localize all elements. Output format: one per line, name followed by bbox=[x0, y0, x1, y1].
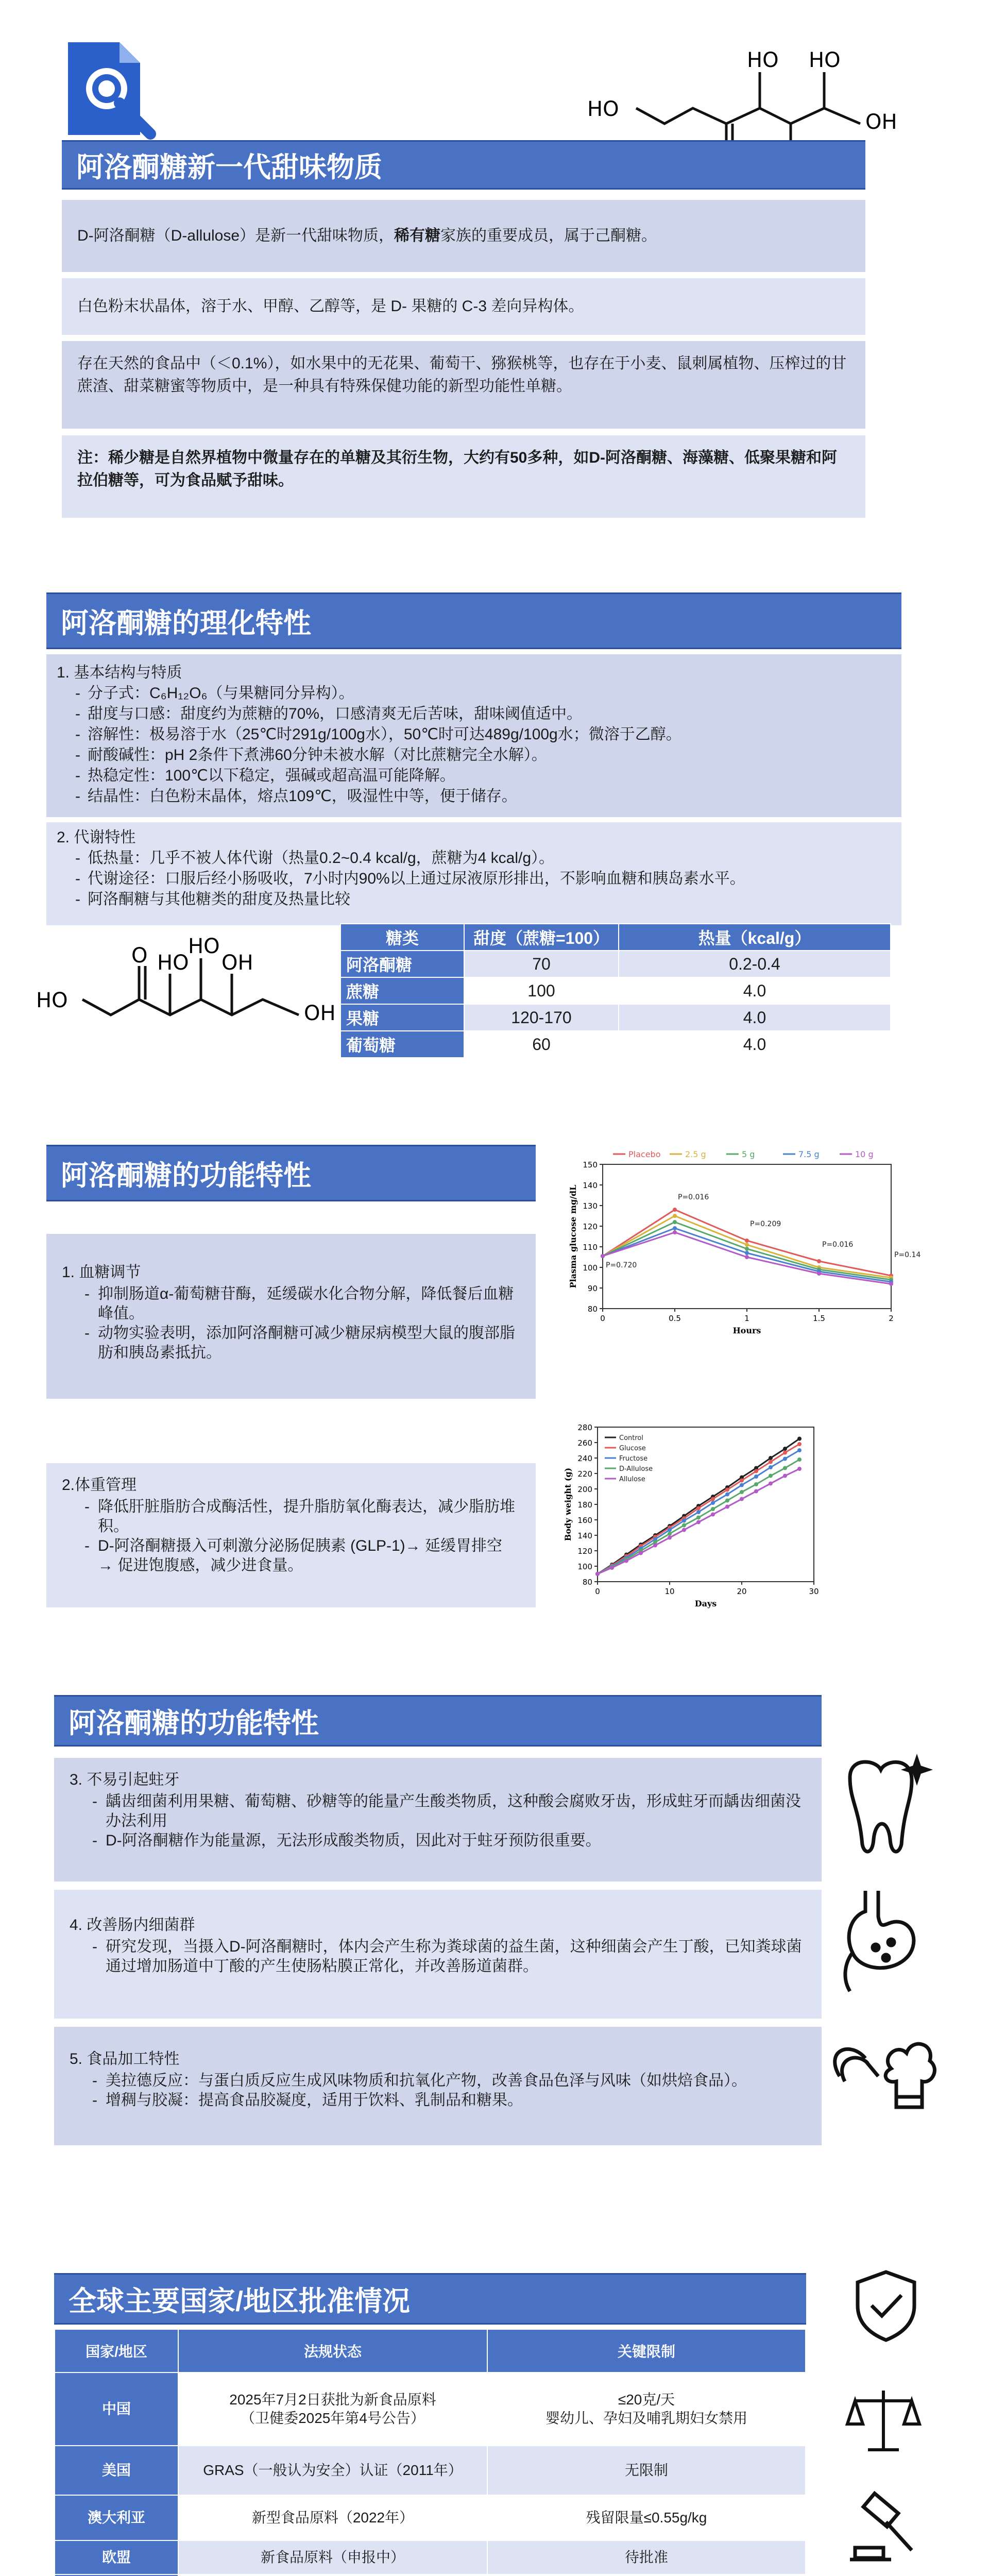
func1-glucose-box: 1. 血糖调节 - 抑制肠道α-葡萄糖苷酶，延缓碳水化合物分解，降低餐后血糖峰值。 - 动物实验表明，添加阿洛酮糖可减少糖尿病模型大鼠的腹部脂肪和胰岛素抵抗。 bbox=[46, 1234, 536, 1399]
data-point bbox=[595, 1572, 600, 1576]
data-point bbox=[817, 1272, 821, 1276]
data-point bbox=[769, 1474, 773, 1478]
data-point bbox=[610, 1566, 614, 1570]
legend-label: Allulose bbox=[619, 1476, 645, 1483]
props-title: 阿洛酮糖的理化特性 bbox=[46, 592, 901, 649]
func2-food-box: 5. 食品加工特性 - 美拉德反应：与蛋白质反应生成风味物质和抗氧化产物，改善食品色泽与风味（如烘焙食品）。 - 增稠与胶凝：提高食品胶凝度，适用于饮料、乳制品和糖果。 bbox=[54, 2027, 822, 2145]
data-point bbox=[797, 1458, 802, 1462]
legend-label: Placebo bbox=[628, 1149, 661, 1159]
table-row: 中国 2025年7月2日获批为新食品原料 （卫健委2025年第4号公告） ≤20克/天 婴幼儿、孕妇及哺乳期妇女禁用 bbox=[55, 2372, 806, 2446]
y-tick-label: 100 bbox=[577, 1562, 592, 1571]
data-point bbox=[668, 1532, 672, 1536]
x-axis-label: Days bbox=[694, 1599, 717, 1608]
legend-label: 2.5 g bbox=[685, 1149, 706, 1159]
props-section-2: 2. 代谢特性 - 低热量：几乎不被人体代谢（热量0.2~0.4 kcal/g，蔗糖为4 kcal/g）。 - 代谢途径：口服后经小肠吸收，7小时内90%以上通过尿液原形排出，不影响血糖和胰岛素水平。 - 阿洛酮糖与其他糖类的甜度及热量比较 bbox=[46, 822, 901, 925]
y-axis-label: Body weight (g) bbox=[563, 1467, 573, 1541]
data-point bbox=[797, 1437, 802, 1441]
data-point bbox=[745, 1239, 749, 1243]
p-value-annotation: P=0.720 bbox=[606, 1261, 637, 1269]
data-point bbox=[797, 1442, 802, 1446]
data-point bbox=[639, 1551, 643, 1555]
data-point bbox=[754, 1482, 758, 1486]
intro-p2: 白色粉末状晶体，溶于水、甲醇、乙醇等，是 D- 果糖的 C-3 差向异构体。 bbox=[62, 278, 865, 335]
y-tick-label: 140 bbox=[583, 1181, 598, 1190]
table-row: 葡萄糖 60 4.0 bbox=[340, 1031, 891, 1058]
data-point bbox=[673, 1208, 677, 1212]
allulose-molecule-diagram-2 bbox=[31, 917, 340, 1041]
y-tick-label: 80 bbox=[587, 1304, 598, 1314]
intro-note: 注：稀少糖是自然界植物中微量存在的单糖及其衍生物，大约有50多种，如D-阿洛酮糖、海藻糖、低聚果糖和阿拉伯糖等，可为食品赋予甜味。 bbox=[62, 435, 865, 518]
x-tick-label: 2 bbox=[889, 1314, 894, 1323]
func1-title: 阿洛酮糖的功能特性 bbox=[46, 1145, 536, 1201]
x-tick-label: 1.5 bbox=[813, 1314, 825, 1323]
table-header: 甜度（蔗糖=100） bbox=[464, 924, 619, 951]
p-value-annotation: P=0.209 bbox=[750, 1220, 781, 1228]
table-row: 蔗糖 100 4.0 bbox=[340, 977, 891, 1004]
legend-label: 10 g bbox=[855, 1149, 874, 1159]
tooth-icon bbox=[834, 1752, 932, 1855]
y-tick-label: 180 bbox=[577, 1500, 592, 1510]
data-point bbox=[601, 1254, 605, 1258]
mol2-oh-1: OH bbox=[221, 951, 253, 975]
mol-oh-2: OH bbox=[865, 110, 897, 134]
mol2-ho-3: HO bbox=[188, 935, 220, 958]
data-point bbox=[783, 1466, 787, 1470]
p-value-annotation: P=0.016 bbox=[822, 1241, 854, 1249]
data-point bbox=[889, 1282, 893, 1286]
approval-title: 全球主要国家/地区批准情况 bbox=[54, 2273, 806, 2325]
mol2-ho-1: HO bbox=[36, 989, 68, 1012]
data-point bbox=[668, 1536, 672, 1540]
stomach-icon bbox=[829, 1886, 932, 1999]
table-header: 国家/地区 bbox=[55, 2329, 178, 2372]
table-header: 热量（kcal/g） bbox=[619, 924, 891, 951]
table-header: 糖类 bbox=[340, 924, 464, 951]
data-point bbox=[711, 1507, 715, 1511]
intro-p1: D-阿洛酮糖（D-allulose）是新一代甜味物质，稀有糖家族的重要成员，属于己酮糖。 bbox=[62, 200, 865, 272]
y-tick-label: 220 bbox=[577, 1469, 592, 1479]
table-header: 法规状态 bbox=[178, 2329, 487, 2372]
approval-table bbox=[54, 2329, 806, 2576]
data-point bbox=[673, 1230, 677, 1234]
y-tick-label: 110 bbox=[583, 1243, 598, 1252]
data-point bbox=[754, 1469, 758, 1473]
table-row: 果糖 120-170 4.0 bbox=[340, 1004, 891, 1031]
mol2-oh-2: OH bbox=[304, 1002, 336, 1025]
data-point bbox=[711, 1513, 715, 1517]
data-point bbox=[725, 1493, 729, 1497]
table-header: 关键限制 bbox=[487, 2329, 806, 2372]
data-point bbox=[682, 1528, 686, 1532]
func2-teeth-box: 3. 不易引起蛀牙 - 龋齿细菌利用果糖、葡萄糖、砂糖等的能量产生酸类物质，这种酸会腐败牙齿，形成蛀牙而龋齿细菌没办法利用 - D-阿洛酮糖作为能量源，无法形成酸类物质，因此对于蛀牙预防很重要。 bbox=[54, 1758, 822, 1882]
shield-check-icon bbox=[850, 2267, 922, 2344]
data-point bbox=[668, 1528, 672, 1532]
data-point bbox=[653, 1544, 657, 1548]
gavel-icon bbox=[845, 2494, 922, 2566]
scales-icon bbox=[845, 2385, 922, 2458]
table-row: 澳大利亚 新型食品原料（2022年） 残留限量≤0.55g/kg bbox=[55, 2495, 806, 2540]
func1-weight-box: 2.体重管理 - 降低肝脏脂肪合成酶活性，提升脂肪氧化酶表达，减少脂肪堆积。 - D-阿洛酮糖摄入可刺激分泌肠促胰素 (GLP-1)→ 延缓胃排空 → 促进饱腹感，减少进食量。 bbox=[46, 1463, 536, 1607]
y-tick-label: 150 bbox=[583, 1160, 598, 1170]
y-tick-label: 120 bbox=[577, 1547, 592, 1556]
y-tick-label: 130 bbox=[583, 1201, 598, 1211]
data-point bbox=[673, 1220, 677, 1224]
y-tick-label: 80 bbox=[582, 1578, 592, 1587]
data-point bbox=[740, 1479, 744, 1483]
intro-p3: 存在天然的食品中（＜0.1%），如水果中的无花果、葡萄干、猕猴桃等，也存在于小麦、鼠刺属植物、压榨过的甘蔗渣、甜菜糖蜜等物质中，是一种具有特殊保健功能的新型功能性单糖。 bbox=[62, 341, 865, 429]
mol-ho-3: HO bbox=[809, 48, 841, 72]
search-doc-icon bbox=[58, 37, 161, 140]
data-point bbox=[797, 1448, 802, 1452]
mol-ho-1: HO bbox=[587, 97, 619, 121]
data-point bbox=[769, 1460, 773, 1464]
chef-whisk-icon bbox=[819, 2020, 943, 2133]
x-tick-label: 0.5 bbox=[669, 1314, 681, 1323]
data-point bbox=[696, 1516, 701, 1520]
glucose-line-chart bbox=[556, 1139, 921, 1345]
data-point bbox=[783, 1447, 787, 1451]
mol2-o: O bbox=[131, 944, 148, 968]
page-title: 阿洛酮糖新一代甜味物质 bbox=[62, 140, 865, 190]
y-tick-label: 160 bbox=[577, 1516, 592, 1525]
data-point bbox=[817, 1259, 821, 1263]
data-point bbox=[711, 1497, 715, 1501]
data-point bbox=[696, 1520, 701, 1524]
data-point bbox=[783, 1451, 787, 1455]
mol-ho-2: HO bbox=[747, 48, 779, 72]
data-point bbox=[783, 1457, 787, 1461]
y-tick-label: 260 bbox=[577, 1438, 592, 1448]
x-tick-label: 30 bbox=[809, 1587, 819, 1596]
props-section-1: 1. 基本结构与特质 - 分子式：C₆H₁₂O₆（与果糖同分异构）。 - 甜度与口感：甜度约为蔗糖的70%，口感清爽无后苦味，甜味阈值适中。 - 溶解性：极易溶于水（25℃时291g/100g水），50℃时可达489g/100g水；微溶于乙醇。 - 耐酸碱性：pH 2条件下煮沸60分钟未被水解（对比蔗糖完全水解）。 - 热稳定性：100℃以下稳定，强碱或超高温可能降解。 - 结晶性：白色粉末晶体，熔点109℃，吸湿性中等，便于储存。 bbox=[46, 654, 901, 817]
data-point bbox=[725, 1499, 729, 1503]
data-point bbox=[682, 1519, 686, 1523]
legend-label: Control bbox=[619, 1434, 643, 1442]
bodyweight-line-chart bbox=[556, 1417, 845, 1623]
data-point bbox=[769, 1465, 773, 1469]
y-tick-label: 120 bbox=[583, 1222, 598, 1231]
y-tick-label: 280 bbox=[577, 1423, 592, 1432]
data-point bbox=[673, 1214, 677, 1218]
data-point bbox=[783, 1474, 787, 1478]
data-point bbox=[797, 1467, 802, 1471]
sweetness-table bbox=[340, 923, 891, 1058]
data-point bbox=[682, 1523, 686, 1528]
legend-label: Fructose bbox=[619, 1455, 648, 1463]
y-tick-label: 240 bbox=[577, 1454, 592, 1463]
func2-title: 阿洛酮糖的功能特性 bbox=[54, 1695, 822, 1747]
y-tick-label: 90 bbox=[587, 1284, 598, 1293]
y-tick-label: 200 bbox=[577, 1485, 592, 1494]
data-point bbox=[740, 1497, 744, 1501]
data-point bbox=[745, 1247, 749, 1251]
x-tick-label: 0 bbox=[595, 1587, 600, 1596]
data-point bbox=[745, 1255, 749, 1259]
data-point bbox=[745, 1243, 749, 1247]
p-value-annotation: P=0.016 bbox=[678, 1193, 709, 1201]
data-point bbox=[673, 1226, 677, 1230]
data-point bbox=[696, 1506, 701, 1511]
data-point bbox=[624, 1559, 628, 1563]
data-point bbox=[769, 1456, 773, 1460]
y-tick-label: 140 bbox=[577, 1531, 592, 1540]
data-point bbox=[725, 1505, 729, 1509]
data-point bbox=[745, 1251, 749, 1255]
legend-label: D-Allulose bbox=[619, 1465, 653, 1473]
data-point bbox=[740, 1490, 744, 1494]
x-tick-label: 0 bbox=[600, 1314, 605, 1323]
x-tick-label: 1 bbox=[744, 1314, 749, 1323]
y-axis-label: Plasma glucose mg/dL bbox=[568, 1184, 578, 1289]
data-point bbox=[769, 1482, 773, 1486]
x-axis-label: Hours bbox=[732, 1326, 761, 1335]
data-point bbox=[740, 1483, 744, 1487]
data-point bbox=[711, 1501, 715, 1505]
data-point bbox=[754, 1475, 758, 1479]
y-tick-label: 100 bbox=[583, 1263, 598, 1273]
table-row: 美国 GRAS（一般认为安全）认证（2011年） 无限制 bbox=[55, 2446, 806, 2495]
p-value-annotation: P=0.14 bbox=[894, 1251, 921, 1259]
legend-label: 5 g bbox=[742, 1149, 755, 1159]
legend-label: Glucose bbox=[619, 1445, 646, 1452]
data-point bbox=[725, 1488, 729, 1492]
x-tick-label: 10 bbox=[664, 1587, 675, 1596]
x-tick-label: 20 bbox=[737, 1587, 747, 1596]
table-row: 欧盟 新食品原料（申报中） 待批准 bbox=[55, 2540, 806, 2574]
mol2-ho-2: HO bbox=[157, 951, 189, 975]
func2-gut-box: 4. 改善肠内细菌群 - 研究发现，当摄入D-阿洛酮糖时，体内会产生称为粪球菌的益生菌，这种细菌会产生丁酸，已知粪球菌通过增加肠道中丁酸的产生使肠粘膜正常化，并改善肠道菌群。 bbox=[54, 1890, 822, 2019]
data-point bbox=[754, 1489, 758, 1494]
legend-label: 7.5 g bbox=[798, 1149, 820, 1159]
table-row: 阿洛酮糖 70 0.2-0.4 bbox=[340, 951, 891, 977]
data-point bbox=[696, 1510, 701, 1514]
